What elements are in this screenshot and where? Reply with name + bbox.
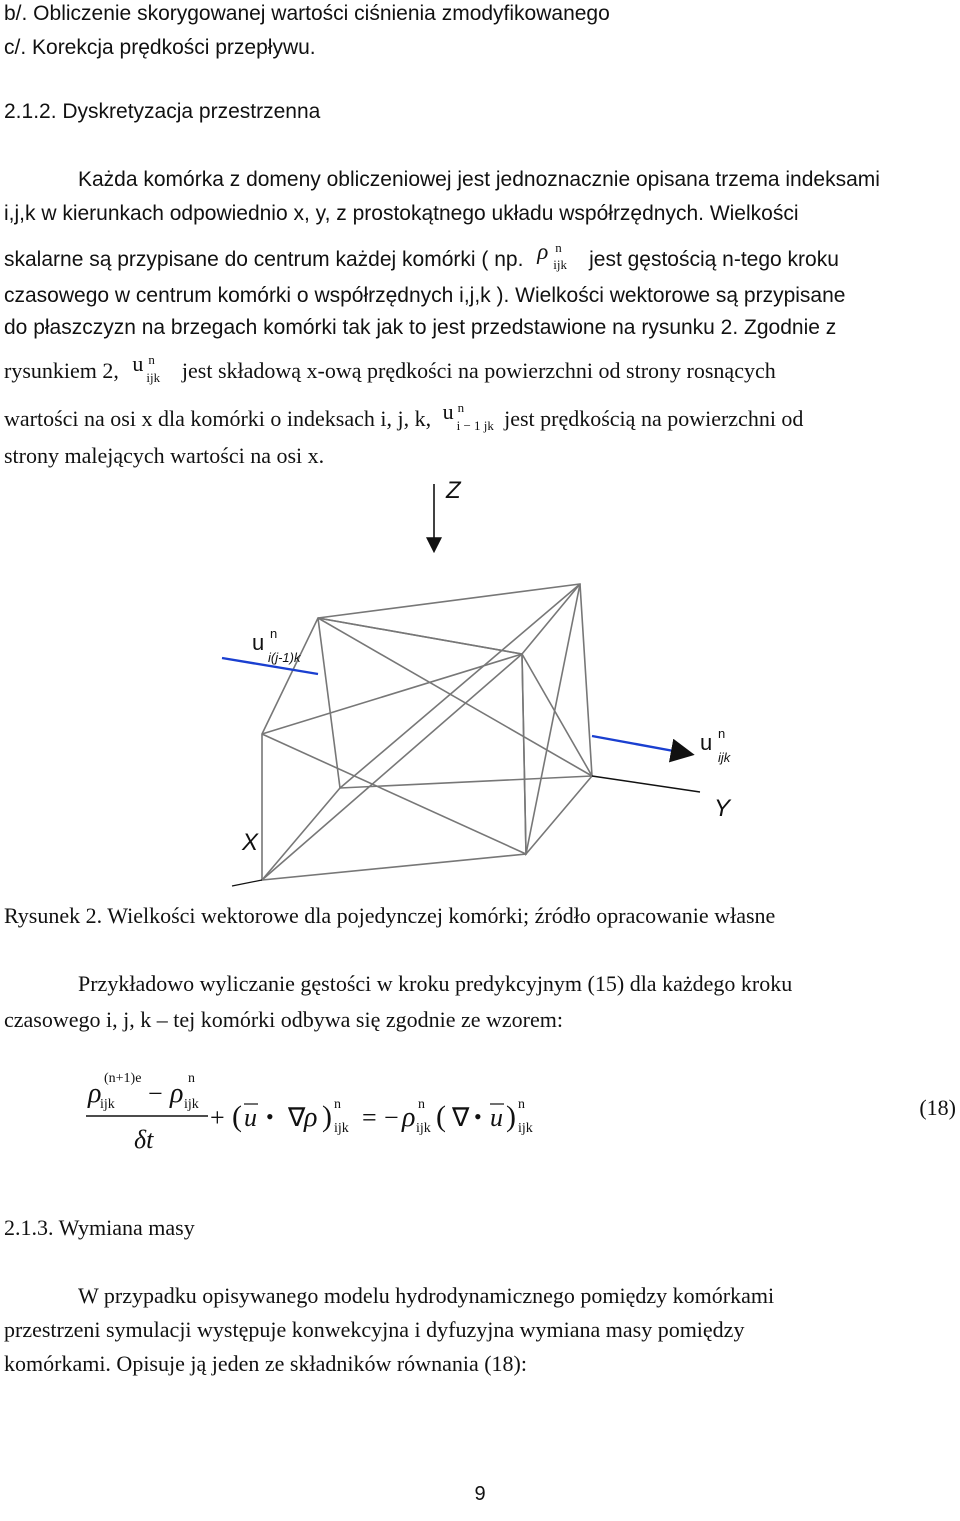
eq-sub-ijk: ijk: [334, 1121, 349, 1136]
eq-equals: =: [362, 1103, 377, 1132]
section-heading-2-1-2: 2.1.2. Dyskretyzacja przestrzenna: [4, 100, 321, 123]
rho-symbol: ρ: [537, 239, 549, 264]
paragraph-line: [4, 238, 839, 274]
eq-rparen: ): [322, 1100, 332, 1133]
vector-label-right-sup: n: [718, 726, 726, 741]
eq-dot: •: [266, 1104, 274, 1129]
eq-sub-ijk: ijk: [518, 1121, 533, 1136]
eq-rho: ρ: [304, 1102, 318, 1133]
equation-18: [0, 1060, 960, 1170]
paragraph-line: do płaszczyzn na brzegach komórki tak jak to jest przedstawione na rysunku 2. Zgodnie z: [4, 316, 837, 339]
list-item-c: c/. Korekcja prędkości przepływu.: [4, 36, 316, 59]
vector-label-left-sub: i(j-1)k: [268, 650, 301, 665]
paragraph-line: W przypadku opisywanego modelu hydrodynamicznego pomiędzy komórkami: [78, 1283, 775, 1308]
text-fragment: skalarne są przypisane do centrum każdej komórki ( np.: [4, 248, 524, 271]
page-number: 9: [474, 1483, 486, 1505]
face-diagonal: [262, 654, 522, 880]
cube-outline: [262, 618, 526, 880]
eq-dot: •: [474, 1104, 482, 1129]
face-diagonal: [262, 734, 526, 854]
figure-caption: Rysunek 2. Wielkości wektorowe dla pojedynczej komórki; źródło opracowanie własne: [4, 903, 776, 928]
u-ijk-n-math: [130, 350, 176, 385]
eq-rho: ρ: [170, 1078, 184, 1109]
eq-lparen: (: [232, 1100, 242, 1133]
eq-u-vector: u: [490, 1103, 503, 1132]
eq-sup-n: n: [418, 1097, 425, 1112]
paragraph-line: strony malejących wartości na osi x.: [4, 443, 325, 468]
eq-lparen: (: [436, 1100, 446, 1133]
face-diagonal: [340, 584, 580, 788]
paragraph-line: i,j,k w kierunkach odpowiednio x, y, z prostokątnego układu współrzędnych. Wielkości: [4, 202, 799, 225]
text-fragment: jest składową x-ową prędkości na powierzchni od strony rosnących: [181, 358, 776, 383]
text-fragment: rysunkiem 2,: [4, 358, 119, 383]
eq-sup-n: n: [334, 1097, 341, 1112]
cube-wireframe: [262, 484, 592, 880]
subscript-i-1jk: i − 1 jk: [456, 418, 494, 433]
cube-edge: [262, 788, 340, 880]
cube-edge: [522, 584, 580, 654]
superscript-n: n: [457, 400, 465, 415]
eq-sub-ijk: ijk: [184, 1097, 199, 1112]
vector-label-left-sup: n: [270, 626, 278, 641]
paragraph-line: [4, 398, 803, 433]
axis-label-x: X: [242, 829, 259, 856]
face-diagonal: [522, 654, 592, 776]
eq-sup-n: n: [518, 1097, 525, 1112]
eq-sup-n1e: (n+1)e: [104, 1071, 142, 1086]
x-axis-line: [232, 880, 262, 886]
text-fragment: wartości na osi x dla komórki o indeksach i, j, k,: [4, 406, 432, 431]
eq-neg: −: [384, 1103, 399, 1132]
u-i-1jk-n-math: [442, 398, 499, 433]
axis-label-y: Y: [714, 795, 731, 822]
vector-label-right-u: u: [700, 730, 713, 755]
list-item-b: b/. Obliczenie skorygowanej wartości ciśnienia zmodyfikowanego: [4, 2, 610, 25]
face-diagonal: [526, 584, 580, 854]
axis-label-z: Z: [446, 477, 461, 504]
paragraph-line: Przykładowo wyliczanie gęstości w kroku predykcyjnym (15) dla każdego kroku: [78, 971, 793, 996]
section-heading-2-1-3: 2.1.3. Wymiana masy: [4, 1215, 195, 1240]
rho-ijk-n-math: [535, 238, 583, 272]
velocity-vector-right: [592, 736, 690, 754]
eq-minus: −: [148, 1079, 163, 1108]
text-fragment: jest gęstością n-tego kroku: [589, 248, 839, 271]
y-axis-line: [592, 776, 700, 792]
eq-delta-t: δt: [134, 1125, 154, 1154]
eq-rho: ρ: [402, 1102, 416, 1133]
eq-rho: ρ: [88, 1078, 102, 1109]
text-fragment: jest prędkością na powierzchni od: [504, 406, 804, 431]
subscript-ijk: ijk: [146, 370, 161, 385]
eq-nabla: ∇: [452, 1103, 470, 1132]
cube-top-right: [318, 584, 592, 854]
paragraph-line: przestrzeni symulacji występuje konwekcyjna i dyfuzyjna wymiana masy pomiędzy: [4, 1317, 745, 1342]
eq-sub-ijk: ijk: [100, 1097, 115, 1112]
eq-nabla: ∇: [288, 1103, 306, 1132]
eq-sup-n: n: [188, 1071, 195, 1086]
paragraph-line: komórkami. Opisuje ją jeden ze składników równania (18):: [4, 1351, 527, 1376]
cube-figure: [0, 470, 960, 890]
eq-u-vector: u: [244, 1103, 257, 1132]
vector-label-left-u: u: [252, 630, 265, 655]
paragraph-line: Każda komórka z domeny obliczeniowej jest jednoznacznie opisana trzema indeksami: [78, 168, 880, 191]
paragraph-line: [4, 350, 776, 385]
equation-number: (18): [919, 1095, 956, 1120]
vector-label-right-sub: ijk: [718, 750, 731, 765]
subscript-ijk: ijk: [553, 257, 567, 272]
superscript-n: n: [555, 240, 562, 255]
paragraph-line: czasowego w centrum komórki o współrzędnych i,j,k ). Wielkości wektorowe są przypisane: [4, 284, 846, 307]
eq-plus: +: [210, 1103, 225, 1132]
superscript-n: n: [148, 352, 155, 367]
cube-edge: [318, 618, 340, 788]
eq-rparen: ): [506, 1100, 516, 1133]
u-symbol: u: [442, 399, 454, 424]
eq-sub-ijk: ijk: [416, 1121, 431, 1136]
paragraph-line: czasowego i, j, k – tej komórki odbywa się zgodnie ze wzorem:: [4, 1007, 564, 1032]
u-symbol: u: [132, 351, 144, 376]
